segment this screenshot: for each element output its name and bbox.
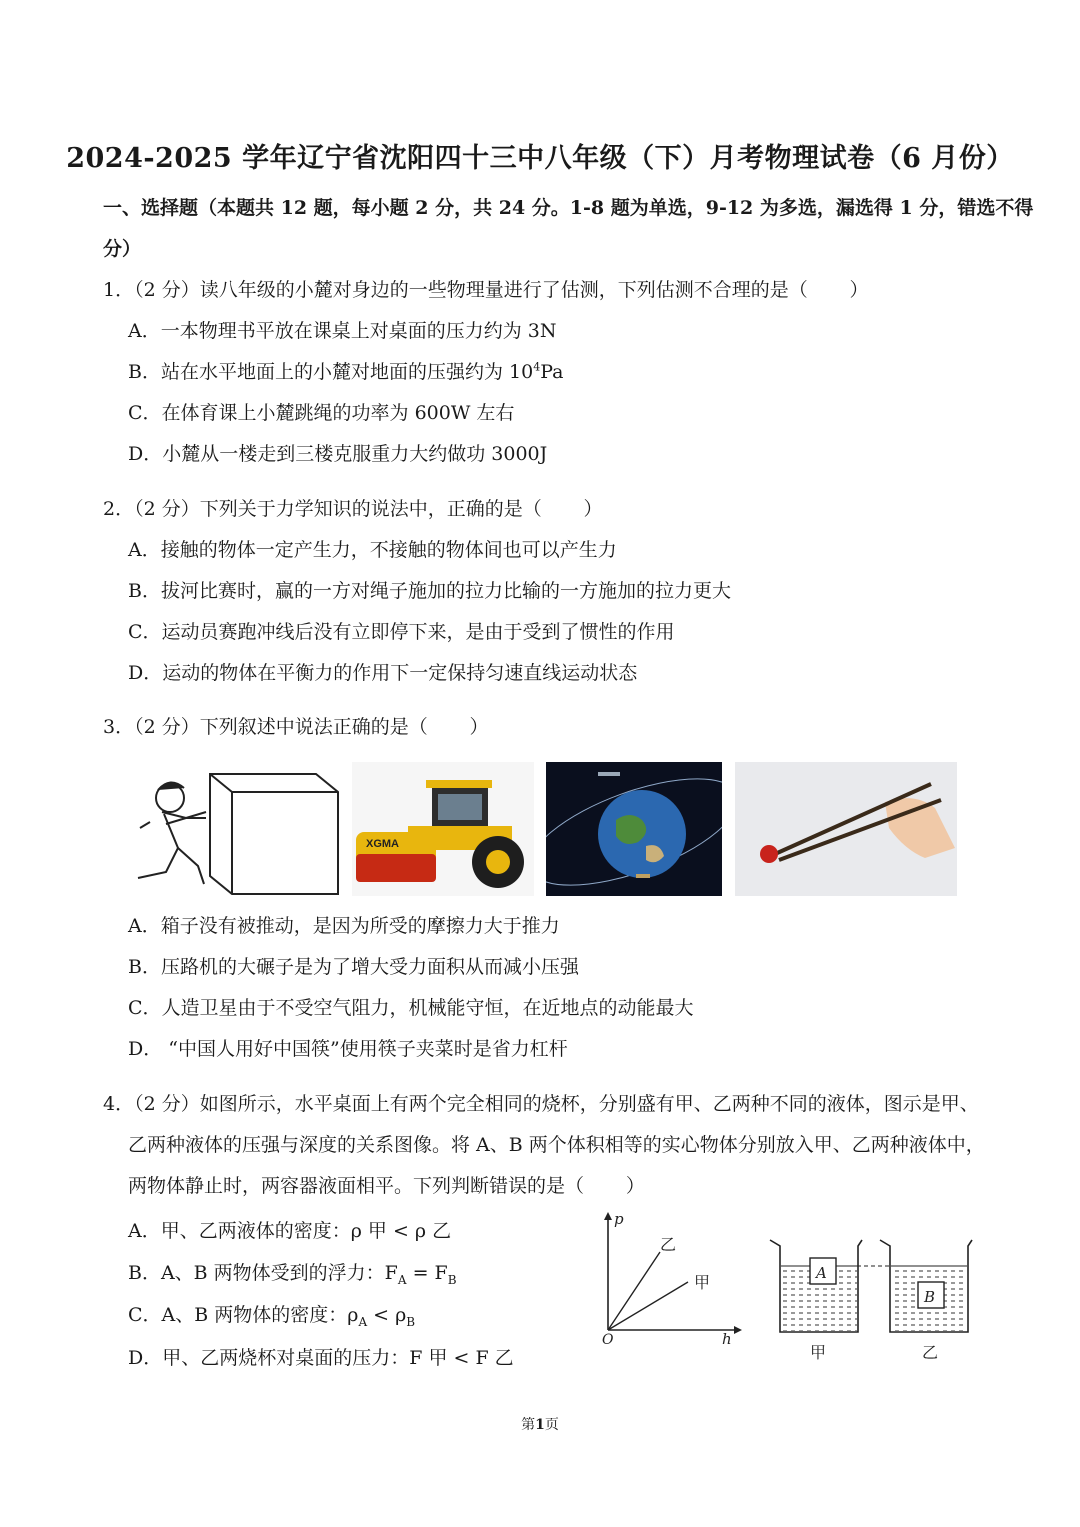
question-3-option-a: A．箱子没有被推动，是因为所受的摩擦力大于推力	[128, 915, 560, 937]
beaker-jia-label: 甲	[810, 1343, 827, 1362]
question-1-stem: 1．（2 分）读八年级的小麓对身边的一些物理量进行了估测，下列估测不合理的是（ ）	[103, 279, 869, 301]
question-4-stem: 4．（2 分）如图所示，水平桌面上有两个完全相同的烧杯，分别盛有甲、乙两种不同的液体，图示是甲、	[103, 1093, 979, 1115]
question-3-option-c: C．人造卫星由于不受空气阻力，机械能守恒，在近地点的动能最大	[128, 997, 694, 1019]
question-4-option-c: C．A、B 两物体的密度：$\rho_A < \rho_B$	[128, 1304, 416, 1329]
section-heading: 一、选择题（本题共 12 题，每小题 2 分，共 24 分。1-8 题为单选，9-12 为多选，漏选得 1 分，错选不得	[103, 197, 1034, 219]
beaker-yi-label: 乙	[922, 1343, 939, 1362]
question-1-option-b: B．站在水平地面上的小麓对地面的压强约为 $10^4Pa$	[128, 360, 564, 383]
question-2-stem: 2．（2 分）下列关于力学知识的说法中，正确的是（ ）	[103, 498, 603, 520]
road-roller-image	[352, 762, 534, 896]
origin-label: O	[602, 1332, 614, 1346]
question-2-option-c: C．运动员赛跑冲线后没有立即停下来，是由于受到了惯性的作用	[128, 621, 675, 643]
question-4-option-d: D．甲、乙两烧杯对桌面的压力：F 甲 < F 乙	[128, 1347, 514, 1369]
question-2-option-d: D．运动的物体在平衡力的作用下一定保持匀速直线运动状态	[128, 662, 638, 684]
question-2-option-b: B．拔河比赛时，赢的一方对绳子施加的拉力比输的一方施加的拉力更大	[128, 580, 731, 602]
question-3-stem: 3．（2 分）下列叙述中说法正确的是（ ）	[103, 716, 489, 738]
question-4-stem-cont: 两物体静止时，两容器液面相平。下列判断错误的是（ ）	[128, 1175, 645, 1197]
y-axis-label: p	[614, 1210, 624, 1228]
question-4-stem-cont: 乙两种液体的压强与深度的关系图像。将 A、B 两个体积相等的实心物体分别放入甲、乙两种液体中，	[128, 1134, 985, 1156]
question-1-option-a: A．一本物理书平放在课桌上对桌面的压力约为 3N	[128, 320, 557, 342]
question-4-option-a: A．甲、乙两液体的密度：ρ 甲 < ρ 乙	[128, 1220, 452, 1242]
page-number: 第1页	[521, 1417, 559, 1433]
x-axis-label: h	[722, 1330, 732, 1346]
pressure-depth-graph	[596, 1210, 746, 1346]
line-jia	[608, 1282, 688, 1330]
line-yi	[608, 1252, 660, 1330]
question-1-option-c: C．在体育课上小麓跳绳的功率为 600W 左右	[128, 402, 515, 424]
two-beakers-figure	[766, 1232, 980, 1364]
question-1-option-d: D．小麓从一楼走到三楼克服重力大约做功 3000J	[128, 443, 548, 465]
line-jia-label: 甲	[694, 1273, 711, 1292]
question-3-option-d: D． “中国人用好中国筷”使用筷子夹菜时是省力杠杆	[128, 1038, 568, 1060]
question-3-option-b: B．压路机的大碾子是为了增大受力面积从而减小压强	[128, 956, 579, 978]
chopsticks-image	[735, 762, 957, 896]
question-4-option-b: B．A、B 两物体受到的浮力：$F_A = F_B$	[128, 1262, 457, 1287]
block-a-label: A	[816, 1264, 827, 1282]
satellite-earth-image	[546, 762, 722, 896]
line-yi-label: 乙	[660, 1235, 677, 1254]
question-2-option-a: A．接触的物体一定产生力，不接触的物体间也可以产生力	[128, 539, 617, 561]
block-b-label: B	[924, 1288, 936, 1306]
section-heading-cont: 分）	[103, 238, 142, 260]
roller-brand-label: XGMA	[366, 838, 399, 850]
boy-pushing-box-image	[118, 762, 340, 896]
page-title: 2024-2025 学年辽宁省沈阳四十三中八年级（下）月考物理试卷（6 月份）	[66, 143, 1014, 174]
